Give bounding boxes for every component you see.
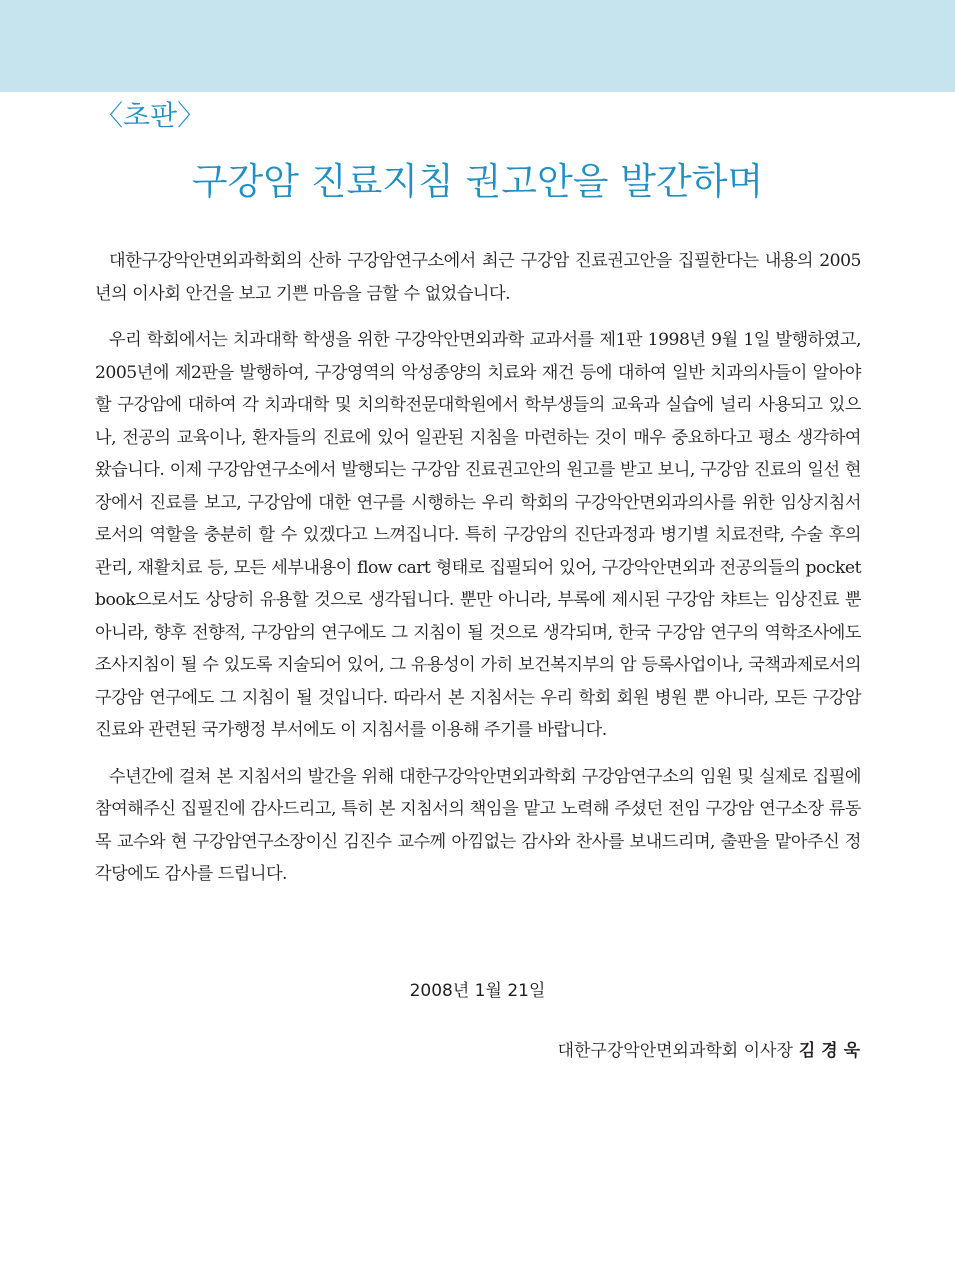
body-text: [95, 245, 861, 905]
paragraph-thanks: 수년간에 걸쳐 본 지침서의 발간을 위해 대한구강악안면외과학회 구강암연구소의 임원 및 실제로 집필에 참여해주신 집필진에 감사드리고, 특히 본 지침서의 책임을 맡고 노력해 주셨던 전임 구강암 연구소장 류동목 교수와 현 구강암연구소장이신 김진수 교수께 아낌없는 감사와 찬사를 보내드리며, 출판을 맡아주신 정각당에도 감사를 드립니다.: [95, 766, 861, 884]
header-band: [0, 0, 955, 92]
signer-name: 김 경 욱: [798, 1041, 860, 1061]
signer-title: 대한구강악안면외과학회 이사장: [557, 1041, 793, 1061]
page-title: 구강암 진료지침 권고안을 발간하며: [191, 160, 764, 203]
signature: [558, 1037, 860, 1065]
date-line: 2008년 1월 21일: [409, 981, 546, 1001]
edition-label: 〈초판〉: [95, 99, 206, 132]
paragraph-intro: 대한구강악안면외과학회의 산하 구강암연구소에서 최근 구강암 진료권고안을 집필한다는 내용의 2005년의 이사회 안건을 보고 기쁜 마음을 금할 수 없었습니다.: [95, 251, 861, 304]
paragraph-main: 우리 학회에서는 치과대학 학생을 위한 구강악안면외과학 교과서를 제1판 1998년 9월 1일 발행하였고, 2005년에 제2판을 발행하여, 구강영역의 악성종양의 치료와 재건 등에 대하여 일반 치과의사들이 알아야 할 구강암에 대하여 각 치과대학 및 치의학전문대학원에서 학부생들의 교육과 실습에 널리 사용되고 있으나, 전공의 교육이나, 환자들의 진료에 있어 일관된 지침을 마련하는 것이 매우 중요하다고 평소 생각하여 왔습니다. 이제 구강암연구소에서 발행되는 구강암 진료권고안의 원고를 받고 보니, 구강암 진료의 일선 현장에서 진료를 보고, 구강암에 대한 연구를 시행하는 우리 학회의 구강악안면외과의사를 위한 임상지침서로서의 역할을 충분히 할 수 있겠다고 느껴집니다. 특히 구강암의 진단과정과 병기별 치료전략, 수술 후의 관리, 재활치료 등, 모든 세부내용이 flow cart 형태로 집필되어 있어, 구강악안면외과 전공의들의 pocket book으로서도 상당히 유용할 것으로 생각됩니다. 뿐만 아니라, 부록에 제시된 구강암 챠트는 임상진료 뿐 아니라, 향후 전향적, 구강암의 연구에도 그 지침이 될 것으로 생각되며, 한국 구강암 연구의 역학조사에도 조사지침이 될 수 있도록 지술되어 있어, 그 유용성이 가히 보건복지부의 암 등록사업이나, 국책과제로서의 구강암 연구에도 그 지침이 될 것입니다. 따라서 본 지침서는 우리 학회 회원 병원 뿐 아니라, 모든 구강암 진료와 관련된 국가행정 부서에도 이 지침서를 이용해 주기를 바랍니다.: [95, 330, 861, 740]
